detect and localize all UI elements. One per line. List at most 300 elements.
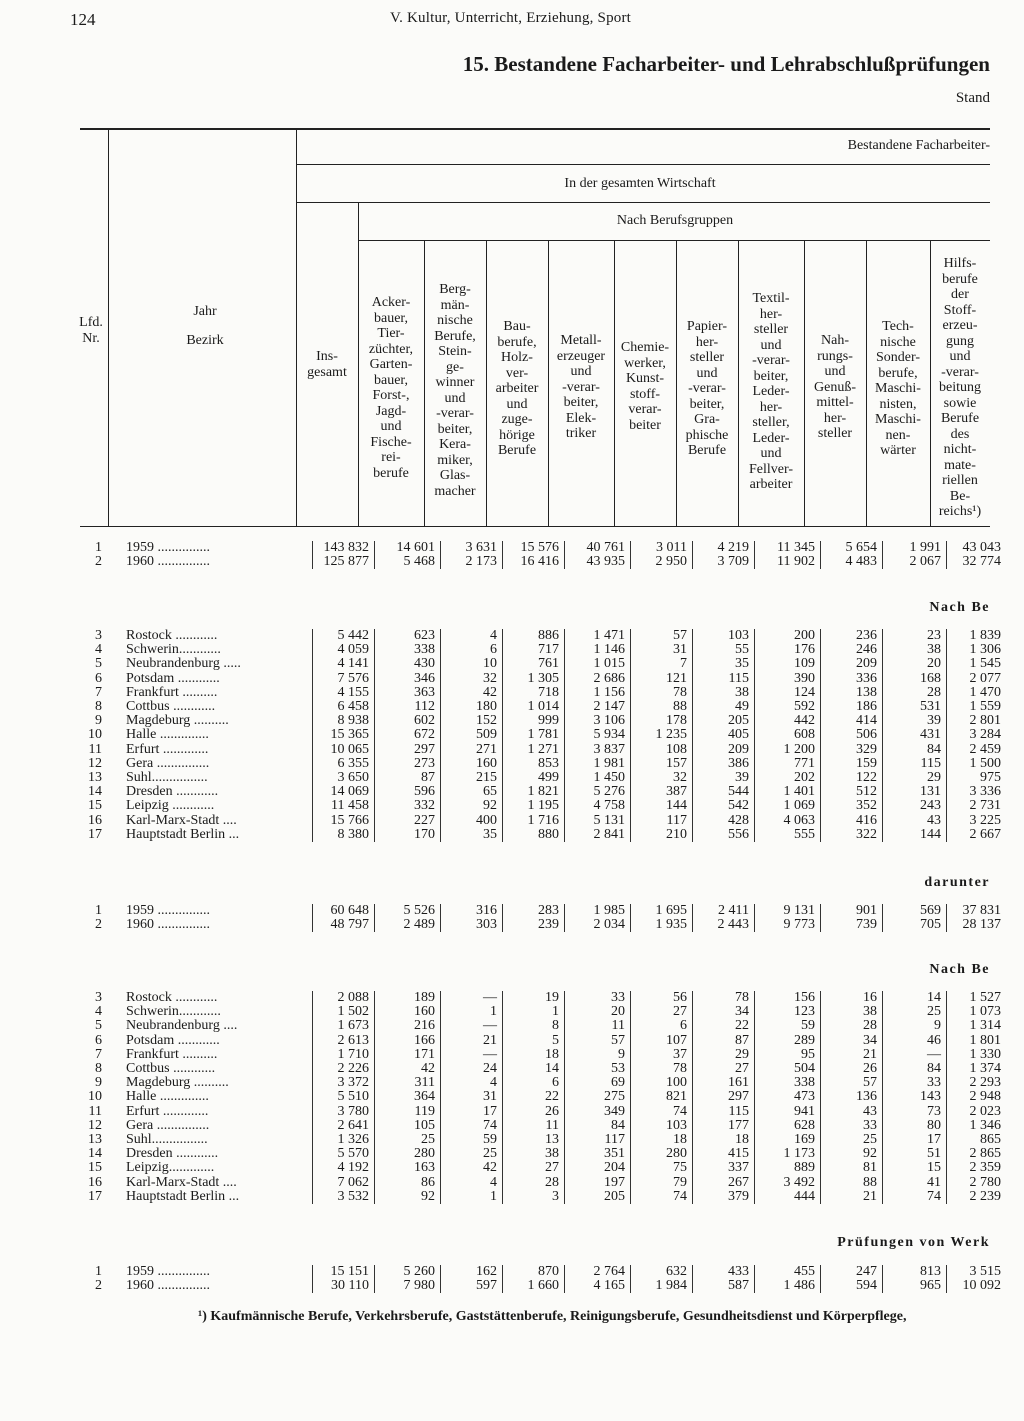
cell-value: 349 bbox=[565, 1105, 631, 1119]
cell-value: 289 bbox=[755, 1034, 821, 1048]
cell-value: 1 173 bbox=[755, 1147, 821, 1161]
cell-value: 5 654 bbox=[821, 541, 883, 555]
cell-value: 18 bbox=[693, 1133, 755, 1147]
cell-value: 5 570 bbox=[313, 1147, 375, 1161]
cell-value: 74 bbox=[883, 1190, 947, 1204]
cell-value: 717 bbox=[503, 643, 565, 657]
cell-value: 416 bbox=[821, 813, 883, 827]
row-label: Dresden ............ bbox=[126, 784, 219, 800]
cell-value: 78 bbox=[631, 686, 693, 700]
cell-value: 1 500 bbox=[947, 757, 1007, 771]
table-row bbox=[70, 714, 1006, 728]
row-label: Erfurt ............. bbox=[126, 1103, 209, 1119]
cell-value: 80 bbox=[883, 1119, 947, 1133]
row-label: Cottbus ............ bbox=[126, 1061, 216, 1077]
table-row bbox=[70, 1105, 1006, 1119]
cell-value: 1 502 bbox=[313, 1005, 375, 1019]
table-row bbox=[70, 700, 1006, 714]
cell-value: 4 059 bbox=[313, 643, 375, 657]
cell-value: 2 731 bbox=[947, 799, 1007, 813]
cell-value: 1 935 bbox=[631, 918, 693, 932]
cell-value: 4 bbox=[441, 1076, 503, 1090]
cell-value: 216 bbox=[375, 1019, 441, 1033]
cell-value: 27 bbox=[631, 1005, 693, 1019]
cell-value: 1 821 bbox=[503, 785, 565, 799]
cell-value: 3 837 bbox=[565, 743, 631, 757]
header-vline-nr bbox=[108, 130, 109, 526]
cell-value: 19 bbox=[503, 991, 565, 1005]
stand-label: Stand bbox=[955, 90, 990, 106]
cell-value: 26 bbox=[821, 1062, 883, 1076]
row-number: 17 bbox=[88, 1188, 102, 1204]
cell-value: 46 bbox=[883, 1034, 947, 1048]
cell-value: 4 219 bbox=[693, 541, 755, 555]
cell-value: 4 483 bbox=[821, 555, 883, 569]
cell-value: 39 bbox=[883, 714, 947, 728]
cell-value: 32 774 bbox=[947, 555, 1007, 569]
cell-value: 25 bbox=[441, 1147, 503, 1161]
row-number: 2 bbox=[95, 1278, 102, 1294]
cell-value: 3 336 bbox=[947, 785, 1007, 799]
table-row bbox=[70, 1062, 1006, 1076]
row-label: Potsdam ............ bbox=[126, 1032, 220, 1048]
cell-value: 21 bbox=[821, 1190, 883, 1204]
cell-value: 34 bbox=[821, 1034, 883, 1048]
cell-value: 1 471 bbox=[565, 629, 631, 643]
cell-value: 1 014 bbox=[503, 700, 565, 714]
cell-value: 8 380 bbox=[313, 828, 375, 842]
row-label: 1960 ............... bbox=[126, 917, 210, 933]
page-number: 124 bbox=[70, 10, 96, 29]
table-row bbox=[70, 1147, 1006, 1161]
cell-value: 138 bbox=[821, 686, 883, 700]
table-row bbox=[70, 1005, 1006, 1019]
cell-value: 594 bbox=[821, 1279, 883, 1293]
cell-value: 2 613 bbox=[313, 1034, 375, 1048]
cell-value: 21 bbox=[821, 1048, 883, 1062]
cell-value: 1 984 bbox=[631, 1279, 693, 1293]
row-label: Rostock ............ bbox=[126, 628, 218, 644]
cell-value: 6 355 bbox=[313, 757, 375, 771]
row-number: 13 bbox=[88, 769, 102, 785]
header-top-rule bbox=[80, 128, 990, 130]
cell-value: 79 bbox=[631, 1175, 693, 1189]
cell-value: 4 758 bbox=[565, 799, 631, 813]
cell-value: 9 bbox=[883, 1019, 947, 1033]
cell-value: 60 648 bbox=[313, 904, 375, 918]
cell-value: 5 442 bbox=[313, 629, 375, 643]
cell-value: 180 bbox=[441, 700, 503, 714]
table-row bbox=[70, 1279, 1006, 1293]
row-label: Magdeburg .......... bbox=[126, 713, 229, 729]
cell-value: 821 bbox=[631, 1090, 693, 1104]
cell-value: 267 bbox=[693, 1175, 755, 1189]
cell-value: 10 bbox=[441, 657, 503, 671]
cell-value: 473 bbox=[755, 1090, 821, 1104]
header-col-bergmaennische: Berg- män- nische Berufe, Stein- ge- winner und -verar- beiter, Kera- miker, Glas- macher bbox=[434, 282, 476, 499]
cell-value: 9 773 bbox=[755, 918, 821, 932]
table-row bbox=[70, 555, 1006, 569]
cell-value: 22 bbox=[503, 1090, 565, 1104]
cell-value: 739 bbox=[821, 918, 883, 932]
cell-value: 171 bbox=[375, 1048, 441, 1062]
cell-value: 122 bbox=[821, 771, 883, 785]
cell-value: 121 bbox=[631, 672, 693, 686]
table-row bbox=[70, 904, 1006, 918]
cell-value: 3 709 bbox=[693, 555, 755, 569]
cell-value: 1 450 bbox=[565, 771, 631, 785]
cell-value: 166 bbox=[375, 1034, 441, 1048]
cell-value: 2 686 bbox=[565, 672, 631, 686]
cell-value: 74 bbox=[631, 1190, 693, 1204]
row-label: Halle .............. bbox=[126, 727, 209, 743]
cell-value: 125 877 bbox=[313, 555, 375, 569]
row-number: 5 bbox=[95, 1018, 102, 1034]
cell-value: 1 801 bbox=[947, 1034, 1007, 1048]
cell-value: 112 bbox=[375, 700, 441, 714]
row-label: Neubrandenburg ..... bbox=[126, 656, 241, 672]
table-row bbox=[70, 1076, 1006, 1090]
cell-value: 1 839 bbox=[947, 629, 1007, 643]
cell-value: 283 bbox=[503, 904, 565, 918]
cell-value: 761 bbox=[503, 657, 565, 671]
cell-value: 705 bbox=[883, 918, 947, 932]
cell-value: 2 411 bbox=[693, 904, 755, 918]
cell-value: 177 bbox=[693, 1119, 755, 1133]
cell-value: 870 bbox=[503, 1265, 565, 1279]
cell-value: 37 bbox=[631, 1048, 693, 1062]
cell-value: 4 bbox=[441, 629, 503, 643]
cell-value: 41 bbox=[883, 1175, 947, 1189]
table-row bbox=[70, 672, 1006, 686]
cell-value: 592 bbox=[755, 700, 821, 714]
cell-value: 78 bbox=[631, 1062, 693, 1076]
cell-value: 2 667 bbox=[947, 828, 1007, 842]
cell-value: 30 110 bbox=[313, 1279, 375, 1293]
cell-value: 28 bbox=[821, 1019, 883, 1033]
cell-value: 414 bbox=[821, 714, 883, 728]
row-label: Erfurt ............. bbox=[126, 741, 209, 757]
cell-value: — bbox=[441, 1019, 503, 1033]
cell-value: 33 bbox=[565, 991, 631, 1005]
cell-value: 17 bbox=[441, 1105, 503, 1119]
cell-value: 336 bbox=[821, 672, 883, 686]
table-row bbox=[70, 1161, 1006, 1175]
cell-value: 5 934 bbox=[565, 728, 631, 742]
table-row bbox=[70, 1265, 1006, 1279]
header-lfd-nr: Lfd. Nr. bbox=[79, 315, 103, 346]
cell-value: 602 bbox=[375, 714, 441, 728]
row-number: 10 bbox=[88, 727, 102, 743]
cell-value: 11 345 bbox=[755, 541, 821, 555]
running-head: V. Kultur, Unterricht, Erziehung, Sport bbox=[390, 10, 632, 26]
cell-value: 1 374 bbox=[947, 1062, 1007, 1076]
row-label: Suhl................ bbox=[126, 1131, 208, 1147]
row-number: 10 bbox=[88, 1089, 102, 1105]
header-wirtschaft: In der gesamten Wirtschaft bbox=[564, 176, 716, 191]
row-label: Hauptstadt Berlin ... bbox=[126, 826, 240, 842]
cell-value: 202 bbox=[755, 771, 821, 785]
header-rule-2 bbox=[296, 202, 990, 203]
cell-value: 21 bbox=[441, 1034, 503, 1048]
table-row bbox=[70, 1034, 1006, 1048]
cell-value: 95 bbox=[755, 1048, 821, 1062]
cell-value: 628 bbox=[755, 1119, 821, 1133]
cell-value: 504 bbox=[755, 1062, 821, 1076]
cell-value: 40 761 bbox=[565, 541, 631, 555]
row-number: 2 bbox=[95, 917, 102, 933]
row-label: 1960 ............... bbox=[126, 554, 210, 570]
cell-value: 455 bbox=[755, 1265, 821, 1279]
cell-value: 14 069 bbox=[313, 785, 375, 799]
cell-value: 555 bbox=[755, 828, 821, 842]
cell-value: 31 bbox=[441, 1090, 503, 1104]
cell-value: 337 bbox=[693, 1161, 755, 1175]
cell-value: 7 980 bbox=[375, 1279, 441, 1293]
cell-value: 1 673 bbox=[313, 1019, 375, 1033]
cell-value: 2 443 bbox=[693, 918, 755, 932]
cell-value: 92 bbox=[375, 1190, 441, 1204]
cell-value: 901 bbox=[821, 904, 883, 918]
row-number: 14 bbox=[88, 1146, 102, 1162]
cell-value: 4 192 bbox=[313, 1161, 375, 1175]
cell-value: 1 695 bbox=[631, 904, 693, 918]
cell-value: 144 bbox=[883, 828, 947, 842]
header-col-papier: Papier- her- steller und -verar- beiter, Gra- phische Berufe bbox=[685, 319, 729, 458]
cell-value: 59 bbox=[441, 1133, 503, 1147]
cell-value: — bbox=[883, 1048, 947, 1062]
header-col-textil: Textil- her- steller und -verar- beiter, Leder- her- steller, Leder- und Fellver- arbeiter bbox=[748, 291, 794, 492]
row-number: 4 bbox=[95, 642, 102, 658]
cell-value: 11 bbox=[503, 1119, 565, 1133]
row-label: Schwerin............ bbox=[126, 642, 221, 658]
cell-value: 143 bbox=[883, 1090, 947, 1104]
cell-value: 115 bbox=[883, 757, 947, 771]
row-label: Rostock ............ bbox=[126, 990, 218, 1006]
table-row bbox=[70, 771, 1006, 785]
cell-value: 117 bbox=[631, 813, 693, 827]
cell-value: 965 bbox=[883, 1279, 947, 1293]
table-row bbox=[70, 743, 1006, 757]
cell-value: 329 bbox=[821, 743, 883, 757]
header-berufsgruppen: Nach Berufsgruppen bbox=[616, 213, 734, 228]
table-row bbox=[70, 757, 1006, 771]
cell-value: 3 631 bbox=[441, 541, 503, 555]
cell-value: 2 489 bbox=[375, 918, 441, 932]
cell-value: 88 bbox=[821, 1175, 883, 1189]
cell-value: 2 841 bbox=[565, 828, 631, 842]
cell-value: 351 bbox=[565, 1147, 631, 1161]
cell-value: 556 bbox=[693, 828, 755, 842]
cell-value: 999 bbox=[503, 714, 565, 728]
table-row bbox=[70, 1019, 1006, 1033]
cell-value: 10 092 bbox=[947, 1279, 1007, 1293]
cell-value: 608 bbox=[755, 728, 821, 742]
cell-value: 853 bbox=[503, 757, 565, 771]
cell-value: 124 bbox=[755, 686, 821, 700]
cell-value: 103 bbox=[631, 1119, 693, 1133]
header-bottom-rule bbox=[80, 526, 990, 527]
cell-value: 22 bbox=[693, 1019, 755, 1033]
header-col-technische: Tech- nische Sonder- berufe, Maschi- nisten, Maschi- nen- wärter bbox=[875, 319, 921, 458]
row-number: 9 bbox=[95, 1075, 102, 1091]
cell-value: 119 bbox=[375, 1105, 441, 1119]
row-number: 16 bbox=[88, 1174, 102, 1190]
cell-value: 57 bbox=[565, 1034, 631, 1048]
cell-value: 42 bbox=[375, 1062, 441, 1076]
row-label: 1960 ............... bbox=[126, 1278, 210, 1294]
cell-value: 186 bbox=[821, 700, 883, 714]
cell-value: 35 bbox=[693, 657, 755, 671]
cell-value: 303 bbox=[441, 918, 503, 932]
cell-value: 8 bbox=[503, 1019, 565, 1033]
cell-value: 1 073 bbox=[947, 1005, 1007, 1019]
header-rule-1 bbox=[296, 164, 990, 165]
cell-value: 1 660 bbox=[503, 1279, 565, 1293]
header-jahr: Jahr bbox=[193, 304, 217, 319]
cell-value: 2 948 bbox=[947, 1090, 1007, 1104]
cell-value: 5 bbox=[503, 1034, 565, 1048]
cell-value: 20 bbox=[883, 657, 947, 671]
cell-value: 428 bbox=[693, 813, 755, 827]
cell-value: 43 bbox=[821, 1105, 883, 1119]
cell-value: 1 235 bbox=[631, 728, 693, 742]
row-number: 8 bbox=[95, 1061, 102, 1077]
cell-value: 10 065 bbox=[313, 743, 375, 757]
header-col-ackerbauer: Acker- bauer, Tier- züchter, Garten- bauer, Forst-, Jagd- und Fische- rei- berufe bbox=[368, 295, 414, 481]
header-col-bauberufe: Bau- berufe, Holz- ver- arbeiter und zuge- hörige Berufe bbox=[495, 319, 539, 458]
cell-value: 1 346 bbox=[947, 1119, 1007, 1133]
cell-value: 297 bbox=[375, 743, 441, 757]
cell-value: 1 146 bbox=[565, 643, 631, 657]
cell-value: — bbox=[441, 1048, 503, 1062]
table-title: 15. Bestandene Facharbeiter- und Lehrabschlußprüfungen bbox=[462, 52, 990, 76]
cell-value: 1 195 bbox=[503, 799, 565, 813]
cell-value: 16 bbox=[821, 991, 883, 1005]
cell-value: 24 bbox=[441, 1062, 503, 1076]
table-row bbox=[70, 629, 1006, 643]
row-number: 12 bbox=[88, 1117, 102, 1133]
row-number: 9 bbox=[95, 713, 102, 729]
cell-value: 189 bbox=[375, 991, 441, 1005]
cell-value: 17 bbox=[883, 1133, 947, 1147]
cell-value: 4 165 bbox=[565, 1279, 631, 1293]
cell-value: 107 bbox=[631, 1034, 693, 1048]
cell-value: 123 bbox=[755, 1005, 821, 1019]
cell-value: 144 bbox=[631, 799, 693, 813]
cell-value: 7 062 bbox=[313, 1175, 375, 1189]
cell-value: 1 015 bbox=[565, 657, 631, 671]
cell-value: 178 bbox=[631, 714, 693, 728]
cell-value: 596 bbox=[375, 785, 441, 799]
row-number: 15 bbox=[88, 1160, 102, 1176]
table-row bbox=[70, 643, 1006, 657]
row-number: 1 bbox=[95, 903, 102, 919]
cell-value: 28 137 bbox=[947, 918, 1007, 932]
cell-value: 363 bbox=[375, 686, 441, 700]
cell-value: 169 bbox=[755, 1133, 821, 1147]
cell-value: 168 bbox=[883, 672, 947, 686]
cell-value: 8 938 bbox=[313, 714, 375, 728]
cell-value: 1 306 bbox=[947, 643, 1007, 657]
data-block-total bbox=[70, 541, 1006, 569]
row-number: 15 bbox=[88, 798, 102, 814]
cell-value: 3 650 bbox=[313, 771, 375, 785]
cell-value: 632 bbox=[631, 1265, 693, 1279]
cell-value: 205 bbox=[693, 714, 755, 728]
cell-value: 29 bbox=[693, 1048, 755, 1062]
cell-value: 3 532 bbox=[313, 1190, 375, 1204]
cell-value: 43 bbox=[883, 813, 947, 827]
cell-value: 88 bbox=[631, 700, 693, 714]
row-label: Neubrandenburg .... bbox=[126, 1018, 238, 1034]
cell-value: 18 bbox=[631, 1133, 693, 1147]
cell-value: 29 bbox=[883, 771, 947, 785]
row-number: 11 bbox=[88, 741, 102, 757]
cell-value: 499 bbox=[503, 771, 565, 785]
cell-value: 11 bbox=[565, 1019, 631, 1033]
cell-value: 280 bbox=[375, 1147, 441, 1161]
cell-value: 9 bbox=[565, 1048, 631, 1062]
cell-value: 103 bbox=[693, 629, 755, 643]
cell-value: 105 bbox=[375, 1119, 441, 1133]
cell-value: 215 bbox=[441, 771, 503, 785]
table-row bbox=[70, 728, 1006, 742]
row-number: 3 bbox=[95, 628, 102, 644]
cell-value: 13 bbox=[503, 1133, 565, 1147]
cell-value: 1 069 bbox=[755, 799, 821, 813]
cell-value: 59 bbox=[755, 1019, 821, 1033]
cell-value: 5 276 bbox=[565, 785, 631, 799]
cell-value: 352 bbox=[821, 799, 883, 813]
row-label: Frankfurt .......... bbox=[126, 1046, 218, 1062]
cell-value: 1 bbox=[503, 1005, 565, 1019]
row-number: 2 bbox=[95, 554, 102, 570]
table-row bbox=[70, 1048, 1006, 1062]
cell-value: 338 bbox=[755, 1076, 821, 1090]
footnote: ¹) Kaufmännische Berufe, Verkehrsberufe, Gaststättenberufe, Reinigungsberufe, Gesundheitsdienst und Körperpflege, bbox=[198, 1309, 907, 1324]
data-block-darunter bbox=[70, 904, 1006, 932]
cell-value: 2 077 bbox=[947, 672, 1007, 686]
row-label: Karl-Marx-Stadt .... bbox=[126, 1174, 237, 1190]
cell-value: 239 bbox=[503, 918, 565, 932]
table-row bbox=[70, 1133, 1006, 1147]
cell-value: 531 bbox=[883, 700, 947, 714]
row-label: Leipzig............. bbox=[126, 1160, 215, 1176]
row-label: Magdeburg .......... bbox=[126, 1075, 229, 1091]
cell-value: 3 011 bbox=[631, 541, 693, 555]
cell-value: 2 147 bbox=[565, 700, 631, 714]
cell-value: 32 bbox=[441, 672, 503, 686]
row-number: 11 bbox=[88, 1103, 102, 1119]
row-number: 17 bbox=[88, 826, 102, 842]
table-row bbox=[70, 1190, 1006, 1204]
cell-value: 444 bbox=[755, 1190, 821, 1204]
cell-value: 209 bbox=[693, 743, 755, 757]
cell-value: 56 bbox=[631, 991, 693, 1005]
cell-value: 379 bbox=[693, 1190, 755, 1204]
cell-value: 11 458 bbox=[313, 799, 375, 813]
cell-value: 109 bbox=[755, 657, 821, 671]
cell-value: 544 bbox=[693, 785, 755, 799]
cell-value: 115 bbox=[693, 672, 755, 686]
cell-value: 3 bbox=[503, 1190, 565, 1204]
row-label: Karl-Marx-Stadt .... bbox=[126, 812, 237, 828]
cell-value: 3 372 bbox=[313, 1076, 375, 1090]
cell-value: 6 458 bbox=[313, 700, 375, 714]
cell-value: 2 459 bbox=[947, 743, 1007, 757]
cell-value: 975 bbox=[947, 771, 1007, 785]
